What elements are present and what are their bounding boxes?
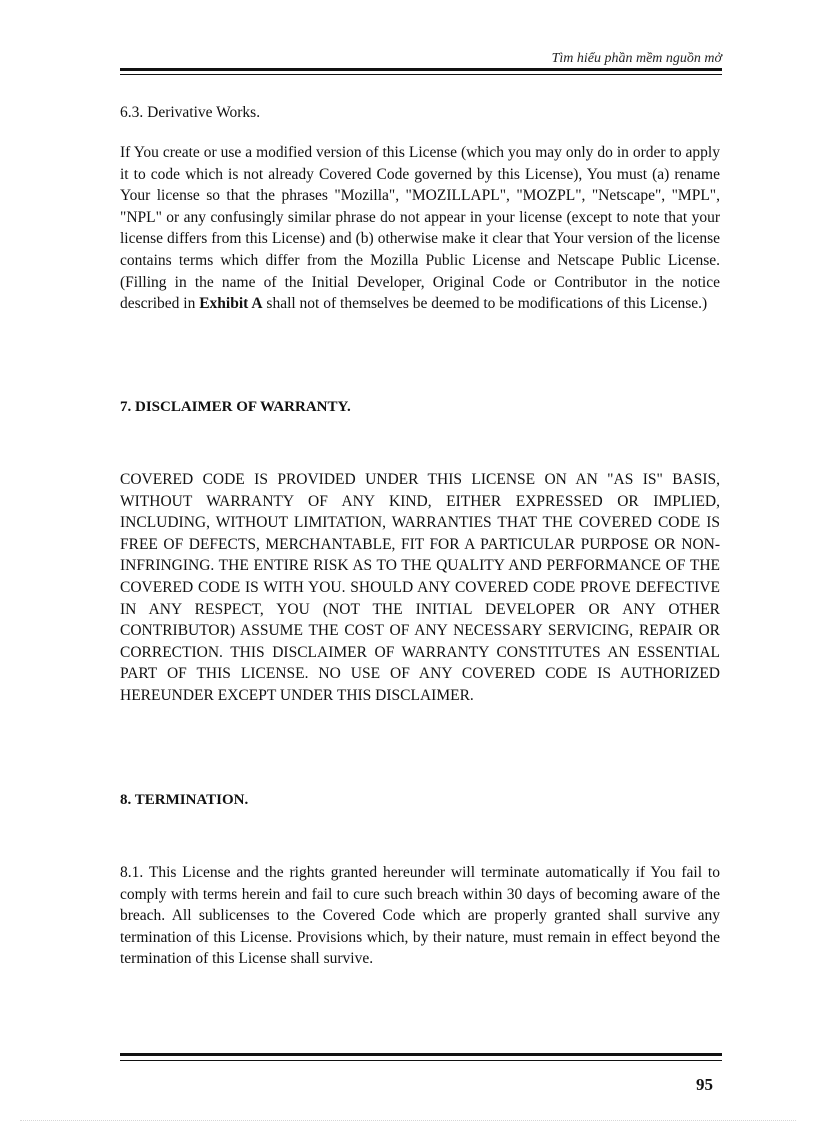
page-number: 95 xyxy=(696,1075,713,1094)
section-6-3-body xyxy=(120,142,720,315)
running-header-title: Tìm hiểu phần mềm nguồn mở xyxy=(551,51,722,66)
footer-rule-thin xyxy=(120,1060,722,1061)
header-rule-thick xyxy=(120,68,722,71)
header-rule-thin xyxy=(120,74,722,75)
section-6-3-title: 6.3. Derivative Works. xyxy=(120,104,261,121)
section-8-1-body: 8.1. This License and the rights granted hereunder will terminate automatically if You fail to comply with terms herein and fail to cure such breach within 30 days of becoming aware of the breach. All sublicenses to the Covered Code which are properly granted shall survive any termination of this License. Provisions which, by their nature, must remain in effect beyond the termination of this License shall survive. xyxy=(120,864,720,968)
section-6-3-body-text: If You create or use a modified version of this License (which you may only do in order to apply it to code which is not already Covered Code governed by this License), You must (a) rename Your license so that the phrases "Mozilla", "MOZILLAPL", "MOZPL", "Netscape", "MPL", "NPL" or any confusingly similar phrase do not appear in your license (except to note that your license differs from this License) and (b) otherwise make it clear that Your version of the license contains terms which differ from the Mozilla Public License and Netscape Public License. (Filling in the name of the Initial Developer, Original Code or Contributor in the notice described in xyxy=(120,144,720,313)
section-6-3-body-end: shall not of themselves be deemed to be modifications of this License.) xyxy=(262,295,708,313)
section-8-heading: 8. TERMINATION. xyxy=(120,792,249,808)
page-bottom-dotted-border xyxy=(20,1120,796,1121)
exhibit-a-reference: Exhibit A xyxy=(199,295,263,313)
section-7-heading: 7. DISCLAIMER OF WARRANTY. xyxy=(120,399,351,415)
footer-rule-thick xyxy=(120,1053,722,1056)
section-7-body: COVERED CODE IS PROVIDED UNDER THIS LICENSE ON AN "AS IS" BASIS, WITHOUT WARRANTY OF ANY KIND, EITHER EXPRESSED OR IMPLIED, INCLUDING, WITHOUT LIMITATION, WARRANTIES THAT THE COVERED CODE IS FREE OF DEFECTS, MERCHANTABLE, FIT FOR A PARTICULAR PURPOSE OR NON-INFRINGING. THE ENTIRE RISK AS TO THE QUALITY AND PERFORMANCE OF THE COVERED CODE IS WITH YOU. SHOULD ANY COVERED CODE PROVE DEFECTIVE IN ANY RESPECT, YOU (NOT THE INITIAL DEVELOPER OR ANY OTHER CONTRIBUTOR) ASSUME THE COST OF ANY NECESSARY SERVICING, REPAIR OR CORRECTION. THIS DISCLAIMER OF WARRANTY CONSTITUTES AN ESSENTIAL PART OF THIS LICENSE. NO USE OF ANY COVERED CODE IS AUTHORIZED HEREUNDER EXCEPT UNDER THIS DISCLAIMER. xyxy=(120,471,720,704)
